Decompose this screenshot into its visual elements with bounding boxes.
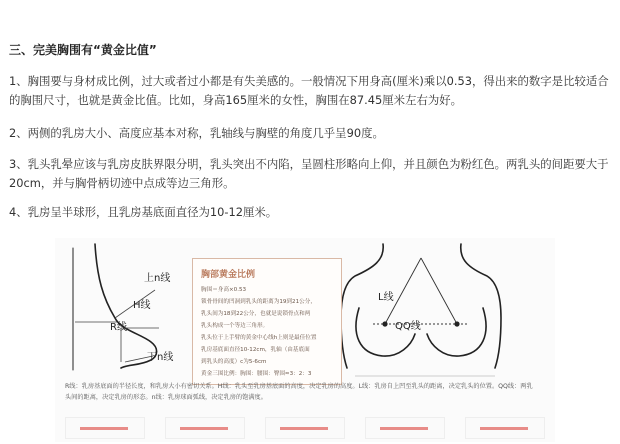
ratio-info-box <box>192 258 342 385</box>
paragraph-4: 4、乳房呈半球形，且乳房基底面直径为10-12厘米。 <box>9 205 278 219</box>
front-torso-drawing <box>341 244 501 368</box>
paragraph-1: 1、胸围要与身材成比例，过大或者过小都是有失美感的。一般情况下用身高(厘米)乘以0.53，得出来的数字是比较适合的胸围尺寸，也就是黄金比值。比如，身高165厘米的女性，胸围在87.45厘米左右为好。 <box>9 74 609 107</box>
label-upper-n-line: 上n线 <box>144 273 171 284</box>
ratio-box-line: 乳房基底面直径10-12cm，乳轴（由基底面 <box>201 347 310 353</box>
label-r-line: R线 <box>110 322 127 333</box>
thumbnail <box>465 417 545 439</box>
breast-ratio-figure <box>55 238 555 442</box>
ratio-box-line: 乳头位于上手臂的黄金中心线h上则是最佳位置 <box>201 335 317 341</box>
label-lower-n-line: 下n线 <box>147 352 174 363</box>
section-title: 三、完美胸围有“黄金比值” <box>9 43 157 57</box>
ratio-box-line: 黄金三围比例：胸围：腰围：臀围≈3：2：3 <box>201 371 312 377</box>
thumbnail <box>265 417 345 439</box>
ratio-box-line: 乳头间为18到22公分，也就是说锁骨点和两 <box>201 311 311 317</box>
left-nipple-dot <box>382 321 387 326</box>
ratio-box-line: 胸围＝身高×0.53 <box>201 287 247 293</box>
paragraph-3: 3、乳头乳晕应该与乳房皮肤界限分明，乳头突出不内陷，呈圆柱形略向上仰，并且颜色为粉红色。两乳头的间距要大于20cm，并与胸骨柄切迹中点成等边三角形。 <box>9 157 609 190</box>
ratio-box-title: 胸部黄金比例 <box>201 270 256 280</box>
thumbnail <box>365 417 445 439</box>
label-l-line: L线 <box>378 292 394 303</box>
ratio-box-line: 乳头构成一个等边三角形。 <box>201 323 269 329</box>
ratio-box-line: 到乳头的高度）c为5-6cm <box>201 359 267 365</box>
figure-legend: R线：乳房基底面的半径长度，和乳房大小有密切关系。H线：乳头至乳房基底面的高度，决定乳房的高度。L线：乳房自上凹至乳头的距离，决定乳头的位置。QQ线：两乳头间的距离，决定乳房的形态。n线：乳房球面弧线，决定乳房的饱满度。 <box>65 383 533 401</box>
right-nipple-dot <box>454 321 459 326</box>
thumbnail-strip <box>65 417 545 441</box>
thumbnail <box>65 417 145 439</box>
thumbnail <box>165 417 245 439</box>
label-qq-line: QQ线 <box>395 321 421 332</box>
paragraph-2: 2、两侧的乳房大小、高度应基本对称，乳轴线与胸壁的角度几乎呈90度。 <box>9 126 384 140</box>
ratio-box-line: 锁骨骨间的凹洞到乳头的距离为19到21公分， <box>201 299 316 305</box>
label-h-line: H线 <box>133 300 151 311</box>
